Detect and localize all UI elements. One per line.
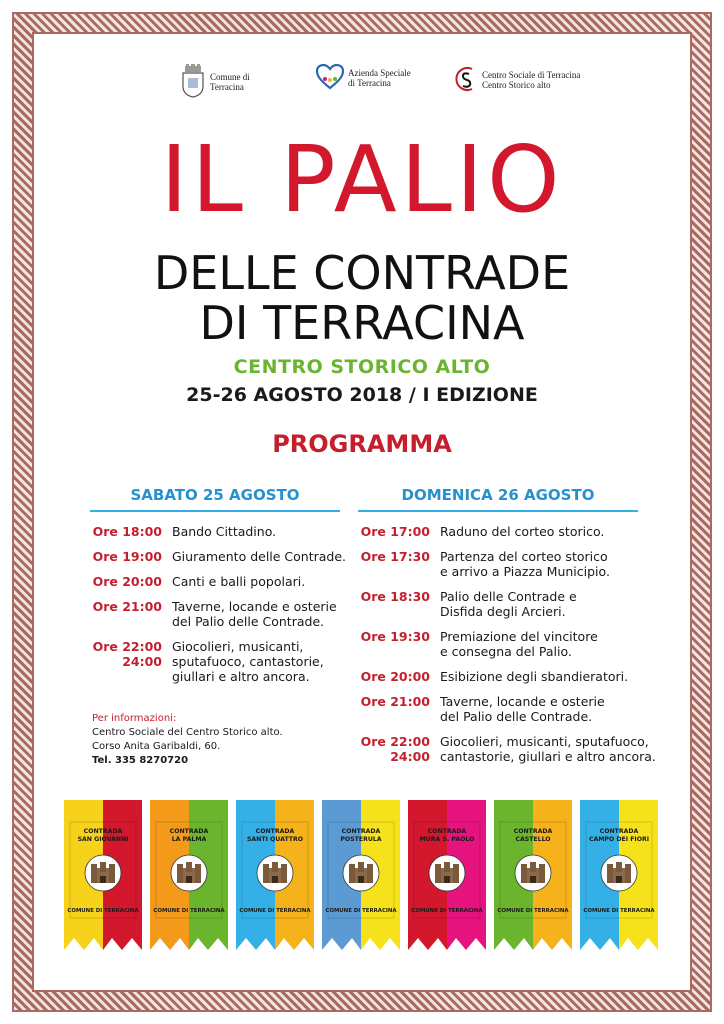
program-desc: Giocolieri, musicanti, sputafuoco, cantastorie, giullari e altro ancora. — [172, 639, 324, 684]
program-item — [92, 524, 352, 539]
program-desc: Partenza del corteo storico e arrivo a Piazza Municipio. — [440, 549, 610, 579]
saturday-divider — [90, 510, 340, 512]
program-desc: Taverne, locande e osterie del Palio delle Contrade. — [172, 599, 337, 629]
program-time: Ore 19:30 — [360, 629, 430, 644]
program-desc: Premiazione del vincitore e consegna del Palio. — [440, 629, 598, 659]
program-item — [360, 629, 660, 659]
contact-phone: Tel. 335 8270720 — [92, 755, 189, 766]
castle-emblem-icon — [256, 854, 294, 892]
contact-address-line1: Centro Sociale del Centro Storico alto. — [92, 727, 283, 738]
program-desc: Raduno del corteo storico. — [440, 524, 605, 539]
contrada-banner — [64, 800, 142, 950]
poster-subtitle-line1: DELLE CONTRADE — [153, 246, 571, 300]
program-desc: Palio delle Contrade e Disfida degli Arcieri. — [440, 589, 577, 619]
banner-footer: COMUNE DI TERRACINA — [67, 908, 139, 914]
contrada-banner — [236, 800, 314, 950]
contrada-banner — [580, 800, 658, 950]
program-item — [360, 694, 660, 724]
sunday-heading: DOMENICA 26 AGOSTO — [401, 486, 595, 504]
program-desc: Giocolieri, musicanti, sputafuoco, cantastorie, giullari e altro ancora. — [440, 734, 656, 764]
banner-contrada-name: CONTRADA MURA S. PAOLO — [419, 828, 475, 843]
program-time: Ore 18:00 — [92, 524, 162, 539]
sponsor-comune — [180, 64, 250, 100]
program-item — [360, 589, 660, 619]
contrada-banner — [322, 800, 400, 950]
banner-footer: COMUNE DI TERRACINA — [583, 908, 655, 914]
contrade-banners — [64, 800, 662, 950]
cs-monogram-icon — [452, 64, 478, 96]
banner-contrada-name: CONTRADA POSTERULA — [340, 828, 382, 843]
sponsor-logos — [0, 64, 724, 104]
program-time: Ore 21:00 — [92, 599, 162, 614]
program-time: Ore 22:00 24:00 — [360, 734, 430, 764]
program-heading: PROGRAMMA — [272, 430, 452, 458]
program-desc: Canti e balli popolari. — [172, 574, 306, 589]
program-item — [92, 574, 352, 589]
program-item — [360, 549, 660, 579]
banner-footer: COMUNE DI TERRACINA — [325, 908, 397, 914]
program-item — [360, 669, 660, 684]
banner-footer: COMUNE DI TERRACINA — [497, 908, 569, 914]
banner-footer: COMUNE DI TERRACINA — [411, 908, 483, 914]
castle-emblem-icon — [84, 854, 122, 892]
banner-footer: COMUNE DI TERRACINA — [239, 908, 311, 914]
banner-contrada-name: CONTRADA LA PALMA — [169, 828, 209, 843]
event-date: 25-26 AGOSTO 2018 / I EDIZIONE — [186, 384, 538, 406]
program-desc: Taverne, locande e osterie del Palio delle Contrade. — [440, 694, 605, 724]
program-time: Ore 19:00 — [92, 549, 162, 564]
program-time: Ore 18:30 — [360, 589, 430, 604]
sponsor-comune-label: Comune di Terracina — [210, 72, 250, 92]
sponsor-azienda-label: Azienda Speciale di Terracina — [348, 68, 411, 88]
banner-contrada-name: CONTRADA SANTI QUATTRO — [246, 828, 304, 843]
castle-emblem-icon — [514, 854, 552, 892]
program-item — [92, 599, 352, 629]
program-time: Ore 17:30 — [360, 549, 430, 564]
program-item — [92, 639, 352, 684]
sponsor-centro — [452, 64, 580, 96]
program-time: Ore 21:00 — [360, 694, 430, 709]
poster-subtitle-line2: DI TERRACINA — [199, 296, 525, 350]
program-desc: Bando Cittadino. — [172, 524, 277, 539]
contrada-banner — [494, 800, 572, 950]
program-time: Ore 20:00 — [92, 574, 162, 589]
contact-info — [92, 712, 312, 768]
saturday-program — [92, 524, 352, 694]
banner-contrada-name: CONTRADA SAN GIOVANNI — [77, 828, 129, 843]
program-time: Ore 22:00 24:00 — [92, 639, 162, 669]
sponsor-azienda — [316, 64, 411, 92]
program-desc: Giuramento delle Contrade. — [172, 549, 347, 564]
contrada-banner — [150, 800, 228, 950]
heart-logo-icon — [316, 64, 344, 92]
coat-of-arms-icon — [180, 64, 206, 100]
contact-address-line2: Corso Anita Garibaldi, 60. — [92, 741, 221, 752]
banner-contrada-name: CONTRADA CASTELLO — [513, 828, 553, 843]
castle-emblem-icon — [342, 854, 380, 892]
banner-footer: COMUNE DI TERRACINA — [153, 908, 225, 914]
event-location: CENTRO STORICO ALTO — [233, 356, 491, 378]
poster-title: IL PALIO — [160, 126, 564, 233]
sponsor-centro-label: Centro Sociale di Terracina Centro Storico alto — [482, 70, 581, 90]
contact-heading: Per informazioni: — [92, 713, 177, 724]
castle-emblem-icon — [170, 854, 208, 892]
program-desc: Esibizione degli sbandieratori. — [440, 669, 629, 684]
program-time: Ore 20:00 — [360, 669, 430, 684]
sunday-divider — [358, 510, 638, 512]
contrada-banner — [408, 800, 486, 950]
sunday-program — [360, 524, 660, 774]
castle-emblem-icon — [600, 854, 638, 892]
program-item — [92, 549, 352, 564]
saturday-heading: SABATO 25 AGOSTO — [130, 486, 300, 504]
castle-emblem-icon — [428, 854, 466, 892]
banner-contrada-name: CONTRADA CAMPO DEI FIORI — [588, 828, 650, 843]
program-time: Ore 17:00 — [360, 524, 430, 539]
program-item — [360, 734, 660, 764]
program-item — [360, 524, 660, 539]
